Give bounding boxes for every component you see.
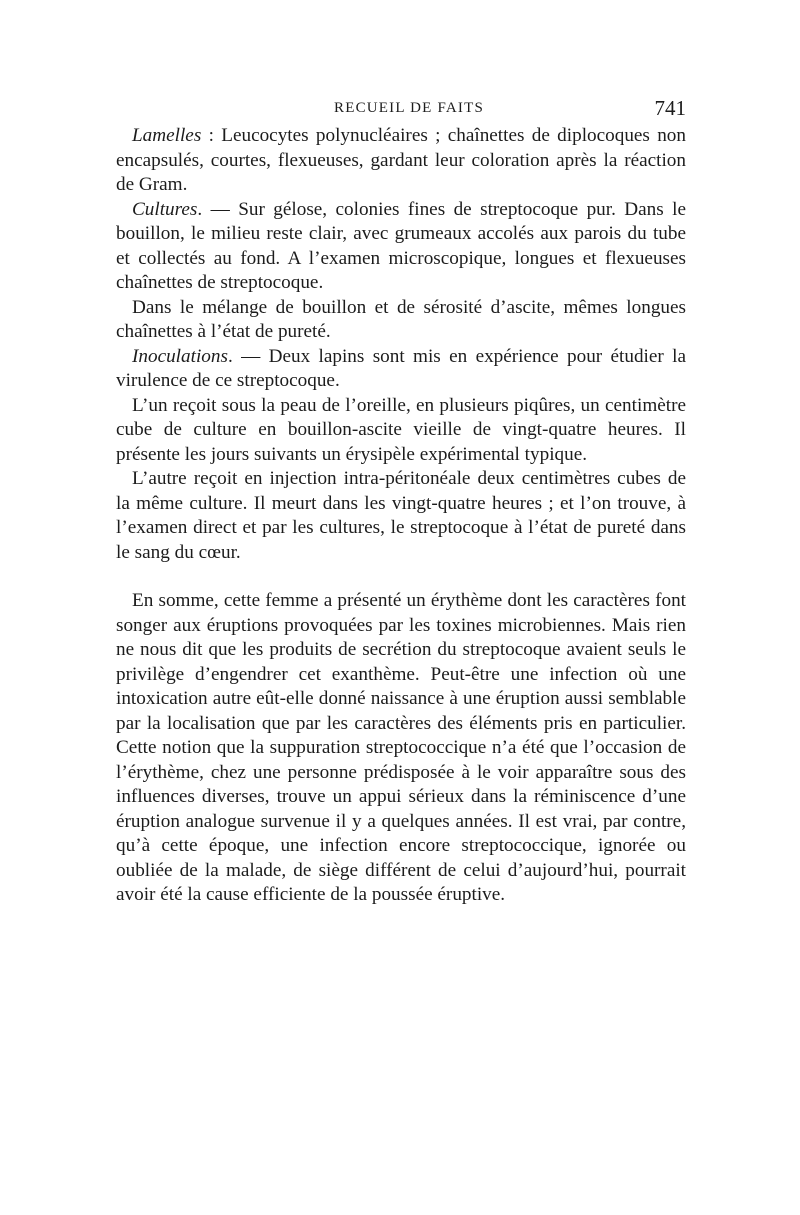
paragraph-lamelles	[116, 124, 686, 198]
paragraph-text-lamelles: : Leucocytes polynucléaires ; chaînettes de diplocoques non encapsulés, courtes, flexueuses, gardant leur coloration après la réaction de Gram.	[116, 125, 686, 195]
paragraph-conclusion	[116, 589, 686, 908]
paragraph-melange	[116, 296, 686, 345]
paragraph-text-second-lapin: L’autre reçoit en injection intra-péritonéale deux centimètres cubes de la même culture. Il meurt dans les vingt-quatre heures ; et l’on trouve, à l’examen direct et par les cultures, le streptocoque à l’état de pureté dans le sang du cœur.	[116, 468, 686, 563]
running-head-title: RECUEIL DE FAITS	[334, 100, 485, 116]
paragraph-lead-inoculations: Inoculations	[132, 345, 228, 367]
paragraph-second-lapin	[116, 467, 686, 565]
paragraph-inoculations	[116, 345, 686, 394]
paragraph-cultures	[116, 198, 686, 296]
paragraph-premier-lapin	[116, 394, 686, 468]
paragraph-lead-cultures: Cultures	[132, 198, 198, 220]
paragraph-text-melange: Dans le mélange de bouillon et de sérosité d’ascite, mêmes longues chaînettes à l’état de pureté.	[116, 296, 686, 342]
paragraph-text-inoculations: . — Deux lapins sont mis en expérience pour étudier la virulence de ce streptocoque.	[116, 345, 686, 391]
body-text	[116, 124, 686, 908]
paragraph-text-conclusion: En somme, cette femme a présenté un érythème dont les caractères font songer aux éruptions provoquées par les toxines microbiennes. Mais rien ne nous dit que les produits de secrétion du streptocoque avaient seuls le privilège d’engendrer cet exanthème. Peut-être une infection où une intoxication autre eût-elle donné naissance à une éruption aussi semblable par la localisation que par les caractères des éléments pris en particulier. Cette notion que la suppuration streptococcique n’a été que l’occasion de l’érythème, chez une personne prédisposée à le voir apparaître sous des influences diverses, trouve un appui sérieux dans la réminiscence d’une éruption analogue survenue il y a quelques années. Il est vrai, par contre, qu’à cette époque, une infection encore streptococcique, ignorée ou oubliée de la malade, de siège différent de celui d’aujourd’hui, pourrait avoir été la cause efficiente de la poussée éruptive.	[116, 590, 686, 905]
page-number: 741	[654, 96, 686, 120]
paragraph-text-premier-lapin: L’un reçoit sous la peau de l’oreille, en plusieurs piqûres, un centimètre cube de culture en bouillon-ascite vieille de vingt-quatre heures. Il présente les jours suivants un érysipèle expérimental typique.	[116, 394, 686, 465]
paragraph-lead-lamelles: Lamelles	[132, 125, 202, 146]
paragraph-text-cultures: . — Sur gélose, colonies fines de streptocoque pur. Dans le bouillon, le milieu reste clair, avec grumeaux accolés aux parois du tube et collectés au fond. A l’examen microscopique, longues et flexueuses chaînettes de streptocoque.	[116, 198, 686, 293]
running-head	[116, 98, 686, 124]
